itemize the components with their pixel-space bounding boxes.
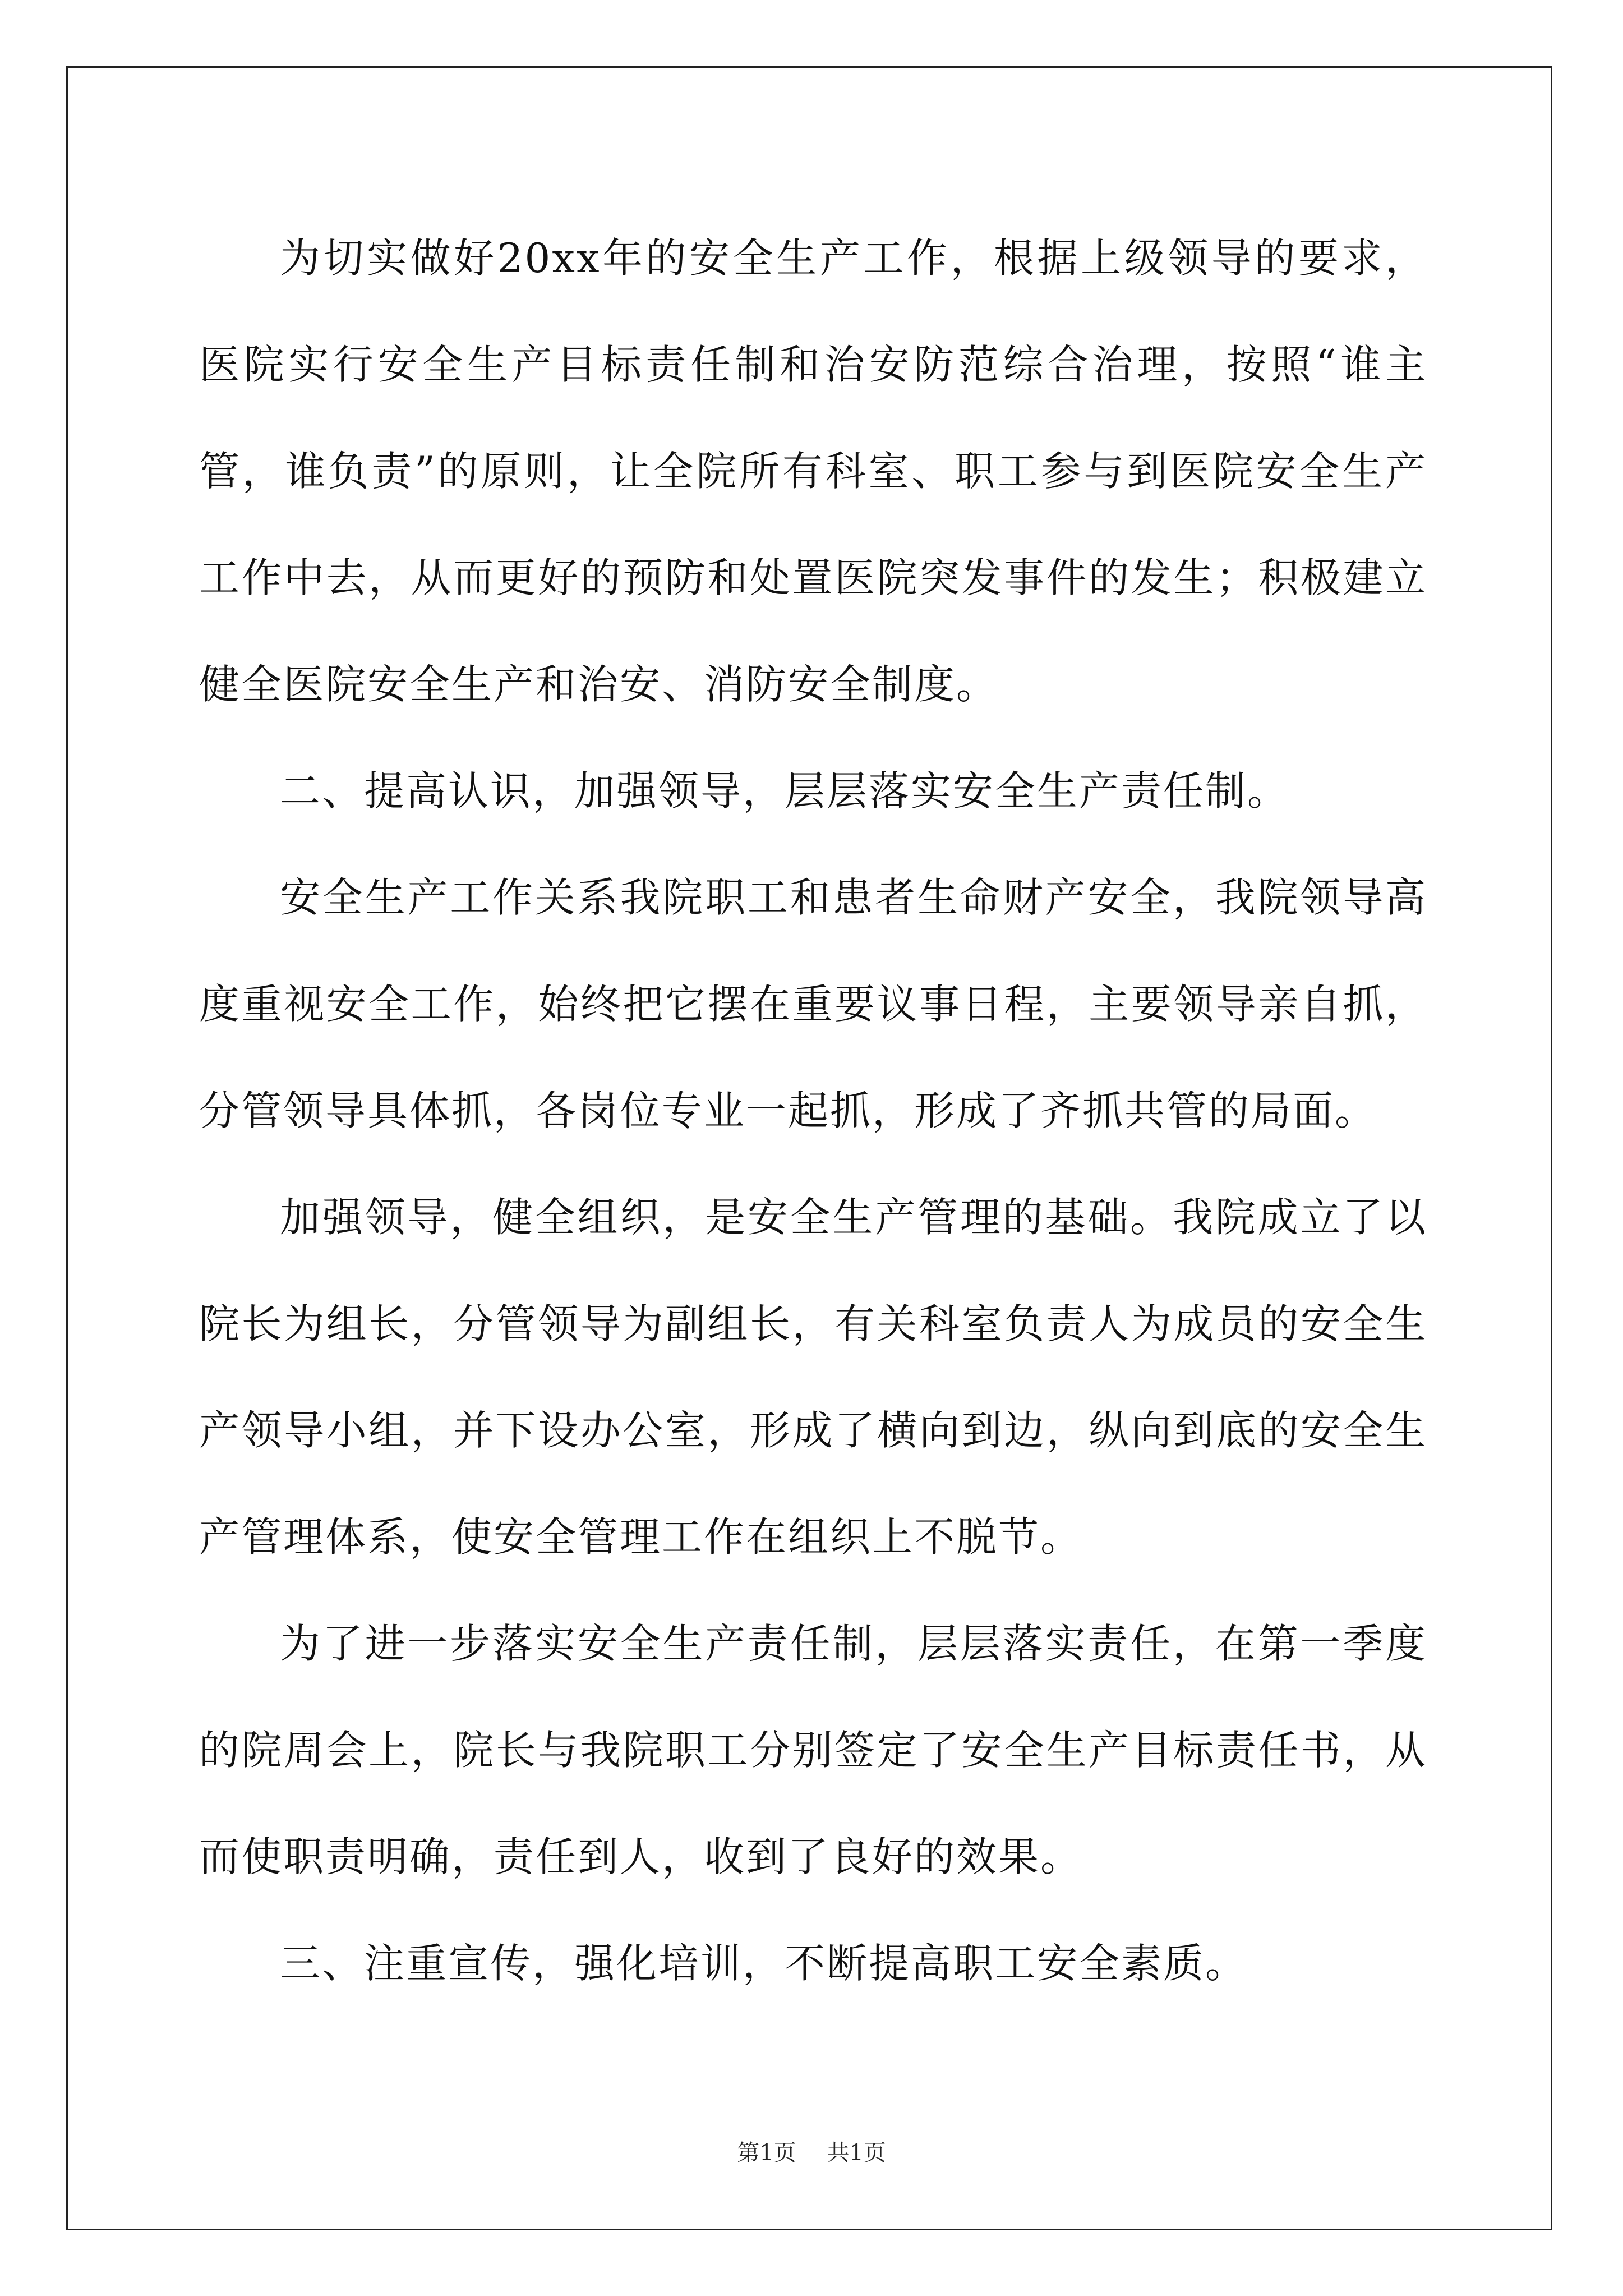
section-heading-2: 二、提高认识，加强领导，层层落实安全生产责任制。 [280, 767, 1290, 815]
page-footer [0, 2136, 1623, 2170]
section-heading-3: 三、注重宣传，强化培训，不断提高职工安全素质。 [280, 1940, 1248, 1987]
paragraph-responsibility: 为了进一步落实安全生产责任制，层层落实责任，在第一季度的院周会上，院长与我院职工分别签定了安全生产目标责任书，从而使职责明确，责任到人，收到了良好的效果。 [199, 1620, 1427, 1880]
paragraph-intro: 为切实做好20xx年的安全生产工作，根据上级领导的要求，医院实行安全生产目标责任制和治安防范综合治理，按照“谁主管，谁负责”的原则，让全院所有科室、职工参与到医院安全生产工作中去，从而更好的预防和处置医院突发事件的发生；积极建立健全医院安全生产和治安、消防安全制度。 [199, 234, 1427, 708]
document-body [199, 205, 1427, 2017]
page-total: 共1页 [827, 2140, 886, 2166]
paragraph-organization: 加强领导，健全组织，是安全生产管理的基础。我院成立了以院长为组长，分管领导为副组长，有关科室负责人为成员的安全生产领导小组，并下设办公室，形成了横向到边，纵向到底的安全生产管理体系，使安全管理工作在组织上不脱节。 [199, 1194, 1427, 1561]
paragraph-leadership: 安全生产工作关系我院职工和患者生命财产安全，我院领导高度重视安全工作，始终把它摆在重要议事日程，主要领导亲自抓，分管领导具体抓，各岗位专业一起抓，形成了齐抓共管的局面。 [199, 874, 1427, 1134]
page-number: 第1页 [737, 2140, 796, 2166]
